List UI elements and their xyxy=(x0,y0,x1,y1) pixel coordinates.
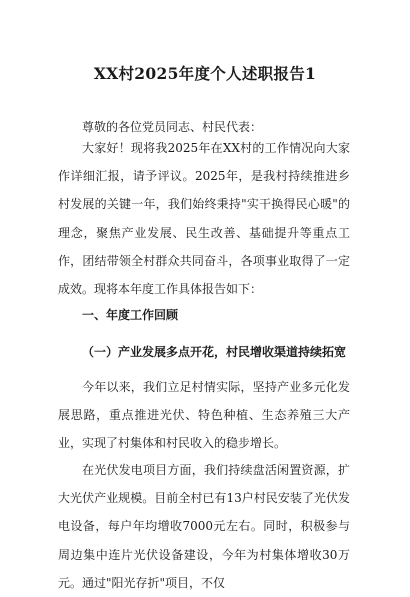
section-heading: 一、年度工作回顾 xyxy=(82,308,179,322)
document-title: XX村2025年度个人述职报告1 xyxy=(93,64,317,83)
body-paragraph: 在光伏发电项目方面，我们持续盘活闲置资源，扩大光伏产业规模。目前全村已有13户村民安装了光伏发电设备，每户年均增收7000元左右。同时，积极参与周边集中连片光伏设备建设，今年为村集体增收30万元。通过"阳光存折"项目，不仅 xyxy=(58,463,350,590)
subsection-heading: （一）产业发展多点开花，村民增收渠道持续拓宽 xyxy=(82,345,347,359)
intro-paragraph: 大家好！现将我2025年在XX村的工作情况向大家作详细汇报，请予评议。2025年，是我村持续推进乡村发展的关键一年，我们始终秉持"实干换得民心暖"的理念，聚焦产业发展、民生改善、基础提升等重点工作，团结带领全村群众共同奋斗，各项事业取得了一定成效。现将本年度工作具体报告如下： xyxy=(58,141,350,297)
salutation: 尊敬的各位党员同志、村民代表： xyxy=(82,120,263,134)
body-paragraph: 今年以来，我们立足村情实际，坚持产业多元化发展思路，重点推进光伏、特色种植、生态养殖三大产业，实现了村集体和村民收入的稳步增长。 xyxy=(58,380,350,451)
